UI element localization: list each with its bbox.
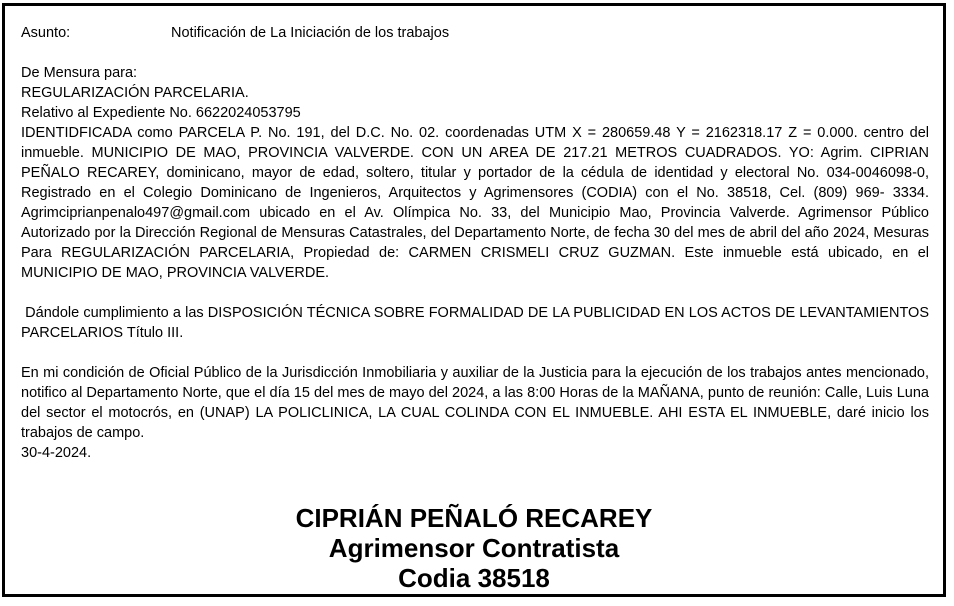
subject-row: [21, 23, 929, 43]
notice-content: [21, 23, 929, 463]
signature-registration: Codia 38518: [398, 563, 550, 593]
intro-line-regularization: REGULARIZACIÓN PARCELARIA.: [21, 85, 249, 101]
compliance-paragraph: [21, 303, 929, 343]
notification-paragraph: En mi condición de Oficial Público de la Jurisdicción Inmobiliaria y auxiliar de la Justicia para la ejecución de los trabajos antes mencionado, notifico al Departamento Norte, que el día 15 del mes de mayo del 2024, a las 8:00 Horas de la MAÑANA, punto de reunión: Calle, Luis Luna del sector el motocrós, en (UNAP) LA POLICLINICA, LA CUAL COLINDA CON EL INMUEBLE. AHI ESTA EL INMUEBLE, daré inicio los trabajos de campo.: [21, 365, 929, 441]
signature-block: [5, 503, 943, 593]
signature-title: Agrimensor Contratista: [328, 533, 620, 563]
subject-label: Asunto:: [21, 25, 71, 41]
signature-name: CIPRIÁN PEÑALÓ RECAREY: [295, 503, 653, 533]
notice-date: 30-4-2024.: [21, 445, 92, 461]
compliance-text: Dándole cumplimiento a las DISPOSICIÓN TÉCNICA SOBRE FORMALIDAD DE LA PUBLICIDAD EN LOS ACTOS DE LEVANTAMIENTOS PARCELARIOS Título III.: [21, 305, 929, 341]
parcel-description-paragraph: IDENTIDFICADA como PARCELA P. No. 191, del D.C. No. 02. coordenadas UTM X = 280659.48 Y = 2162318.17 Z = 0.000. centro del inmueble. MUNICIPIO DE MAO, PROVINCIA VALVERDE. CON UN AREA DE 217.21 METROS CUADRADOS. YO: Agrim. CIPRIAN PEÑALO RECAREY, dominicano, mayor de edad, soltero, titular y portador de la cédula de identidad y electoral No. 034-0046098-0, Registrado en el Colegio Dominicano de Ingenieros, Arquitectos y Agrimensores (CODIA) con el No. 38518, Cel. (809) 969- 3334. Agrimciprianpenalo497@gmail.com ubicado en el Av. Olímpica No. 33, del Municipio Mao, Provincia Valverde. Agrimensor Público Autorizado por la Dirección Regional de Mensuras Catastrales, del Departamento Norte, de fecha 30 del mes de abril del año 2024, Mesuras Para REGULARIZACIÓN PARCELARIA, Propiedad de: CARMEN CRISMELI CRUZ GUZMAN. Este inmueble está ubicado, en el MUNICIPIO DE MAO, PROVINCIA VALVERDE.: [21, 125, 929, 281]
subject-value: Notificación de La Iniciación de los trabajos: [171, 25, 450, 41]
intro-line-survey: De Mensura para:: [21, 65, 138, 81]
intro-line-file-number: Relativo al Expediente No. 6622024053795: [21, 105, 301, 121]
notice-box: [2, 3, 946, 597]
